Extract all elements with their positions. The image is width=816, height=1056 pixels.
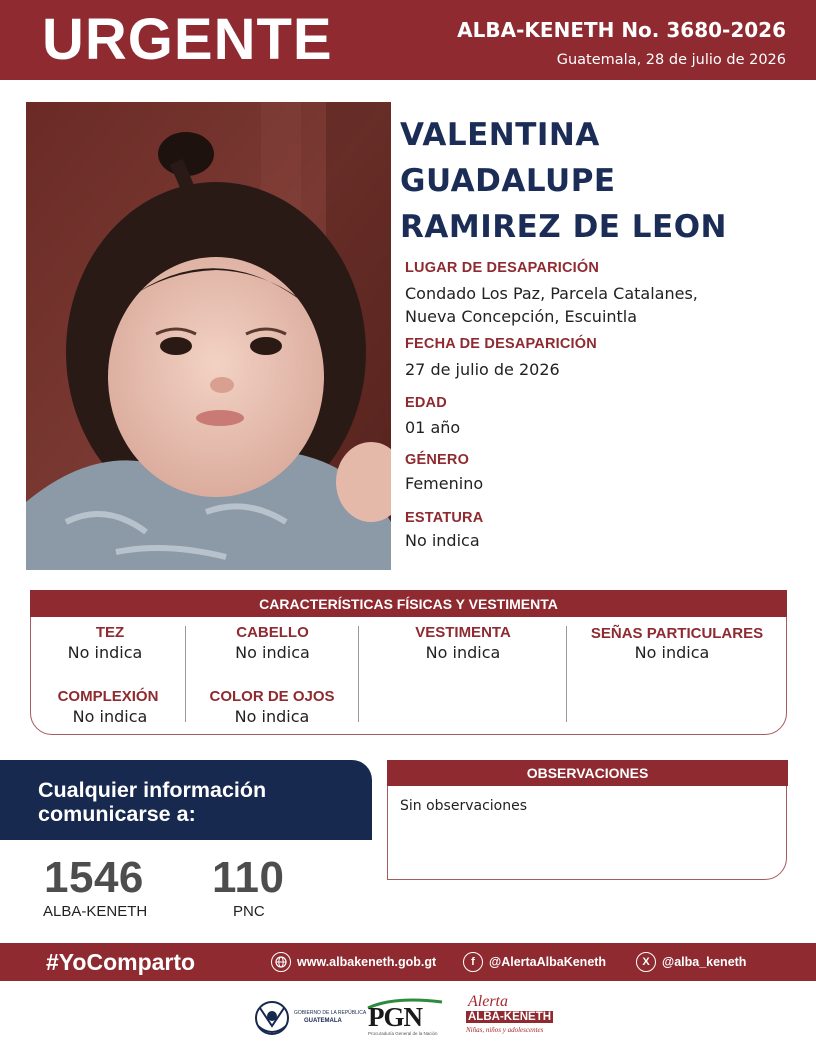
alerta-logo-top: Alerta <box>468 993 508 1010</box>
x-text: @alba_keneth <box>662 955 747 969</box>
globe-icon <box>271 952 291 972</box>
government-logo <box>250 996 367 1040</box>
ojos-label: COLOR DE OJOS <box>209 688 335 705</box>
alerta-logo-main: ALBA-KENETH <box>468 1011 552 1023</box>
missing-person-photo <box>26 102 391 570</box>
alerta-alba-keneth-logo <box>462 993 552 1041</box>
tez-label: TEZ <box>95 624 125 641</box>
x-link[interactable] <box>636 951 746 973</box>
observations-text: Sin observaciones <box>400 798 528 814</box>
pgn-logo-text: PGN <box>368 1002 422 1032</box>
phone-number-alba-keneth[interactable]: 1546 <box>44 853 144 902</box>
name-line-1: VALENTINA <box>400 117 600 153</box>
ojos-value: No indica <box>234 707 310 726</box>
field-value-edad: 01 año <box>405 418 461 437</box>
column-divider <box>358 626 359 722</box>
cabello-label: CABELLO <box>236 624 309 641</box>
column-divider <box>185 626 186 722</box>
website-link[interactable] <box>271 951 436 973</box>
gov-logo-line-1: GOBIERNO DE LA REPÚBLICA <box>294 1010 367 1016</box>
name-line-2: GUADALUPE <box>400 163 616 199</box>
missing-person-name <box>400 112 800 250</box>
website-text: www.albakeneth.gob.gt <box>297 955 437 969</box>
characteristics-title: CARACTERÍSTICAS FÍSICAS Y VESTIMENTA <box>30 590 787 617</box>
phone-number-pnc[interactable]: 110 <box>212 853 285 902</box>
vestimenta-value: No indica <box>425 643 501 662</box>
field-label-estatura: ESTATURA <box>405 510 484 526</box>
field-label-genero: GÉNERO <box>405 452 470 468</box>
facebook-icon: f <box>463 952 483 972</box>
facebook-text: @AlertaAlbaKeneth <box>489 955 607 969</box>
field-value-fecha: 27 de julio de 2026 <box>405 360 560 379</box>
field-value-lugar-line-1: Condado Los Paz, Parcela Catalanes, <box>405 284 698 303</box>
gov-logo-line-2: GUATEMALA <box>304 1018 342 1024</box>
pgn-logo <box>364 996 446 1040</box>
x-icon: X <box>636 952 656 972</box>
complexion-label: COMPLEXIÓN <box>57 688 159 705</box>
photo-illustration <box>26 102 391 570</box>
field-value-genero: Femenino <box>405 474 484 493</box>
field-label-edad: EDAD <box>405 395 447 411</box>
field-value-estatura: No indica <box>405 531 480 550</box>
column-divider <box>566 626 567 722</box>
alert-date: Guatemala, 28 de julio de 2026 <box>556 52 786 68</box>
name-line-3: RAMIREZ DE LEON <box>400 209 727 245</box>
alerta-logo-subtitle: Niñas, niños y adolescentes <box>466 1026 544 1034</box>
senas-value: No indica <box>634 643 710 662</box>
field-label-fecha: FECHA DE DESAPARICIÓN <box>405 336 597 352</box>
contact-heading-line-2: comunicarse a: <box>38 802 196 826</box>
field-value-lugar-line-2: Nueva Concepción, Escuintla <box>405 307 638 326</box>
phone-label-alba-keneth: ALBA-KENETH <box>43 903 148 920</box>
senas-label: SEÑAS PARTICULARES <box>590 625 764 642</box>
tez-value: No indica <box>67 643 143 662</box>
field-label-lugar: LUGAR DE DESAPARICIÓN <box>405 260 600 276</box>
phone-label-pnc: PNC <box>233 903 265 920</box>
field-value-lugar <box>405 282 698 328</box>
contact-heading <box>38 778 358 826</box>
cabello-value: No indica <box>235 643 310 662</box>
vestimenta-label: VESTIMENTA <box>415 624 511 641</box>
alert-number: ALBA-KENETH No. 3680-2026 <box>457 18 786 42</box>
urgent-title: URGENTE <box>42 7 333 72</box>
hashtag: #YoComparto <box>46 949 196 975</box>
pgn-logo-subtitle: Procuraduría General de la Nación <box>368 1031 438 1036</box>
contact-heading-line-1: Cualquier información <box>38 778 267 802</box>
observations-title: OBSERVACIONES <box>387 760 788 786</box>
coat-of-arms-icon <box>250 996 294 1040</box>
facebook-link[interactable] <box>463 951 606 973</box>
complexion-value: No indica <box>72 707 148 726</box>
